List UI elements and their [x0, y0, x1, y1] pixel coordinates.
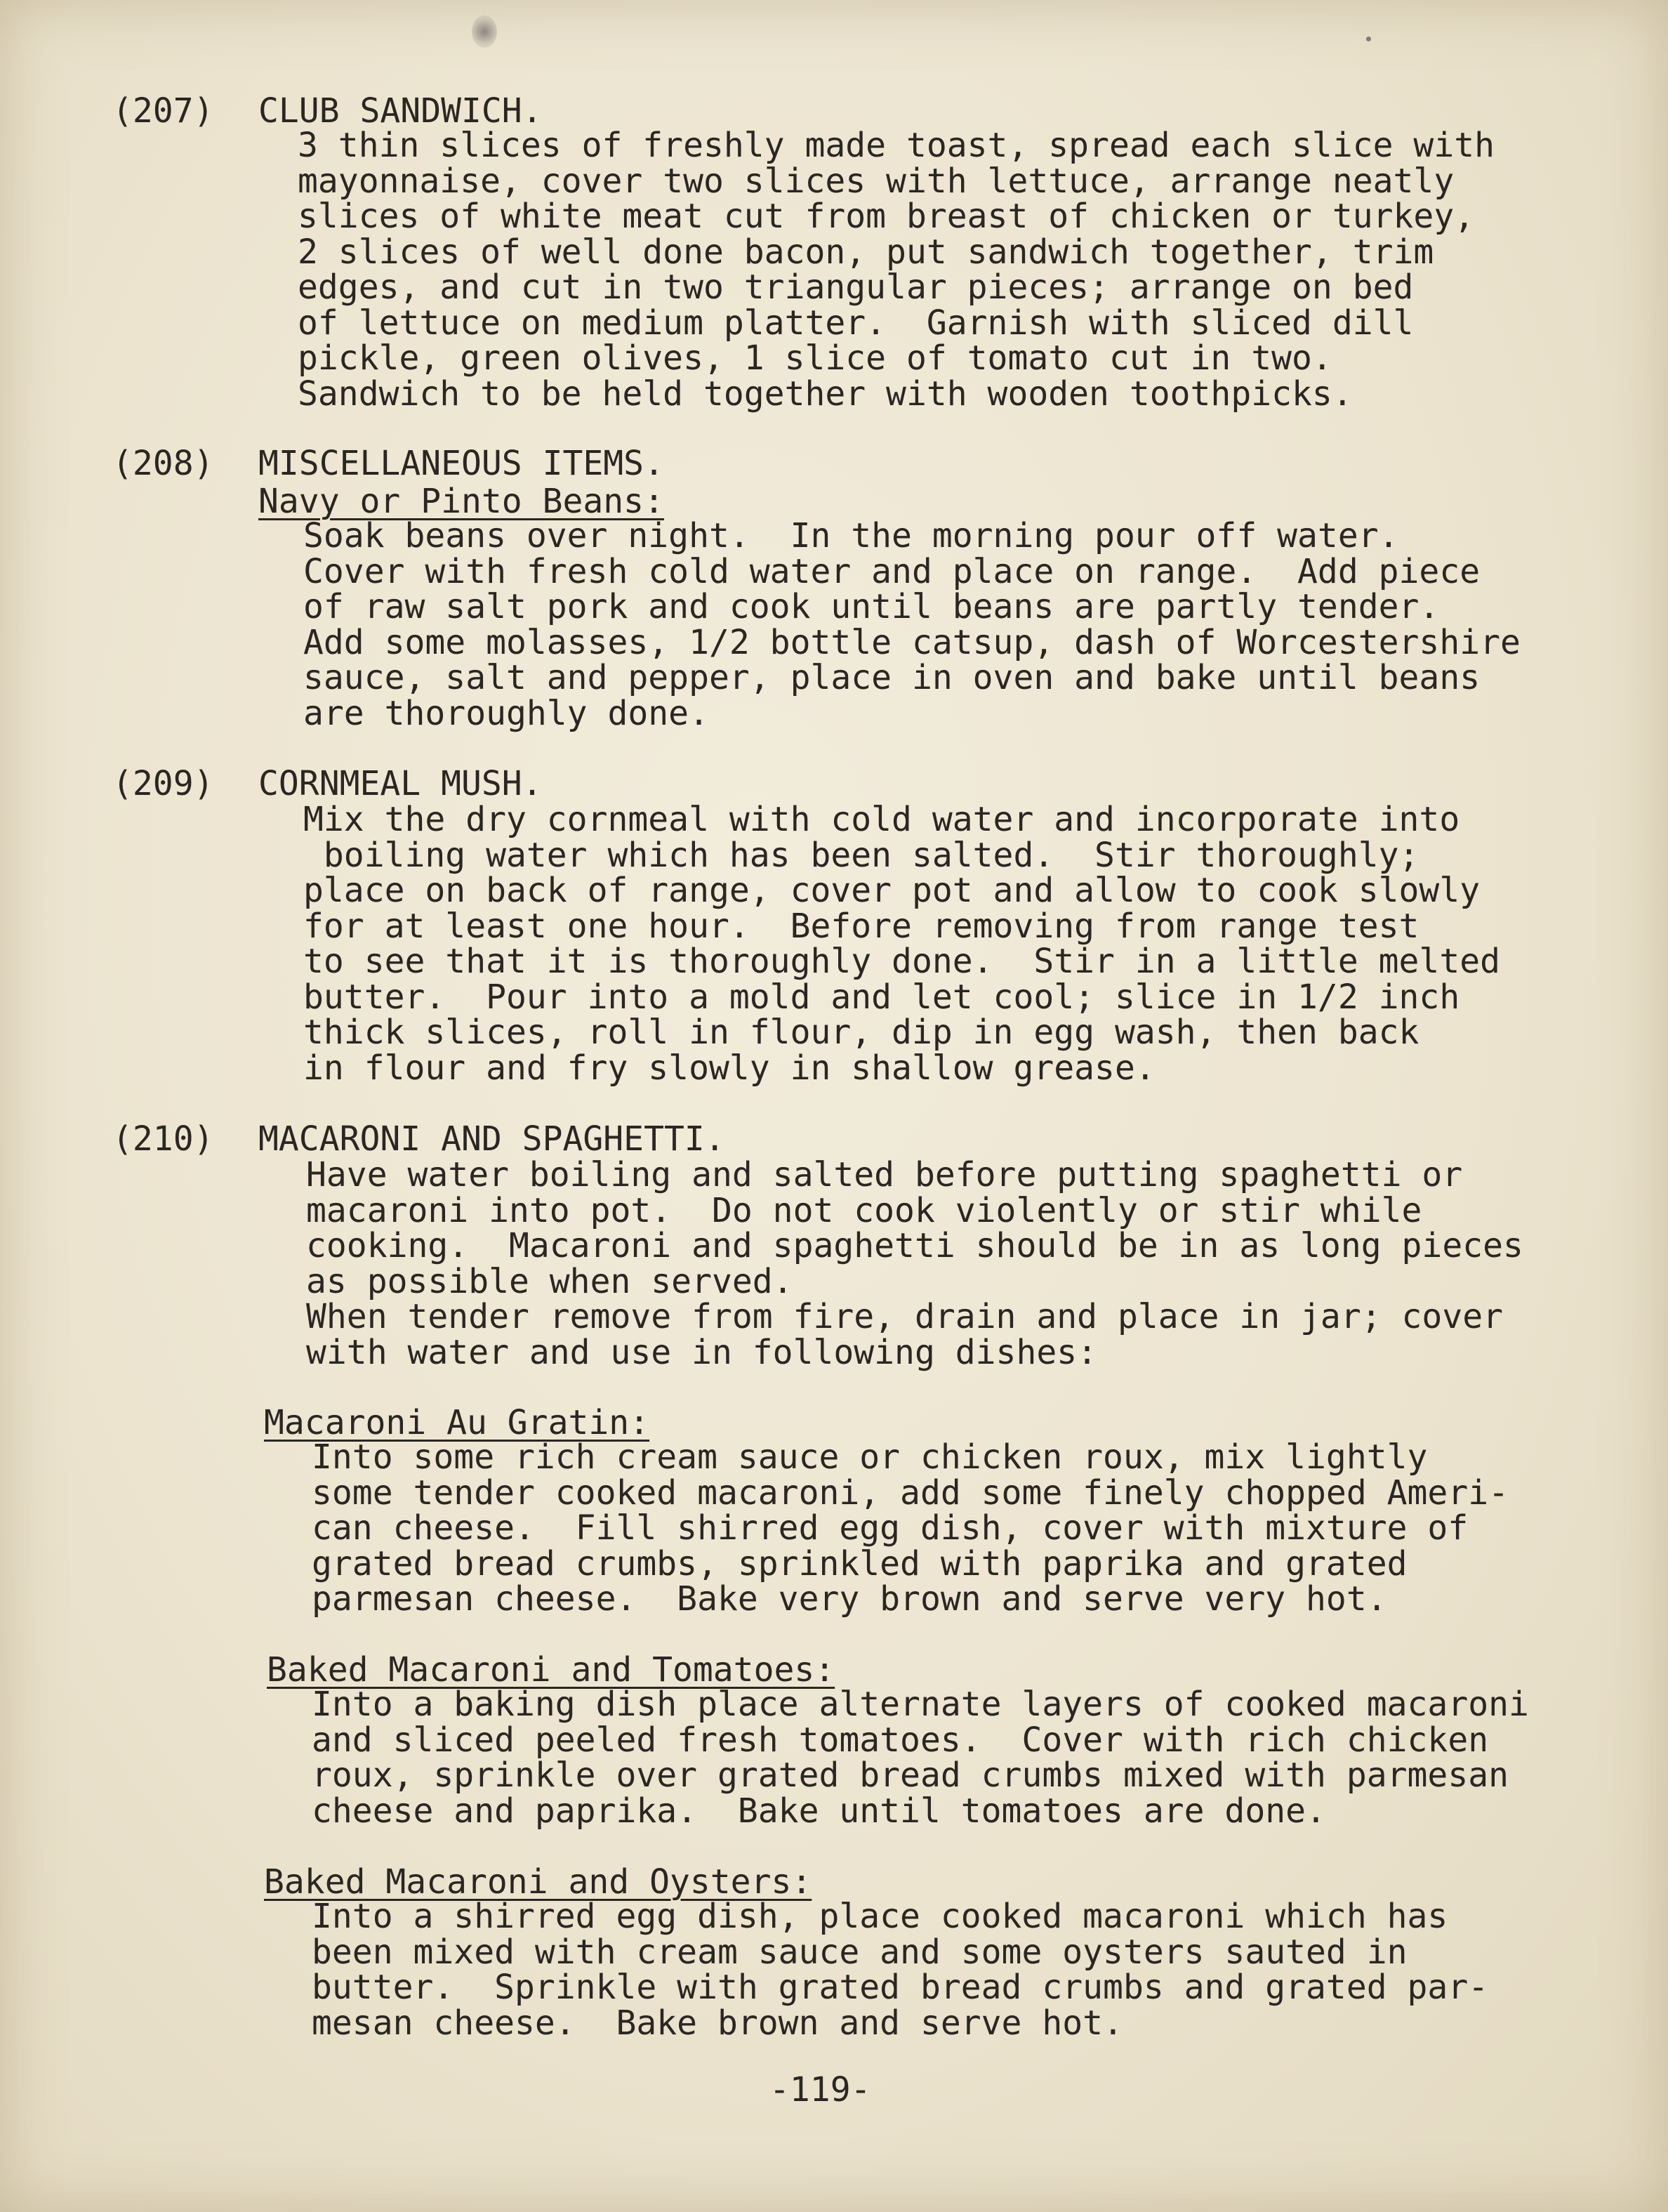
section-body: Mix the dry cornmeal with cold water and incorporate into boiling water which has been salted. Stir thoroughly; place on back of range, cover pot and allow to cook slowly for at least one hour. Before removing from range test to see that it is thoroughly done. Stir in a little melted butter. Pour into a mold and let cool; slice in 1/2 inch thick slices, roll in flour, dip in egg wash, then back in flour and fry slowly in shallow grease.: [303, 800, 1501, 1088]
subheading: Baked Macaroni and Tomatoes:: [267, 1650, 835, 1690]
section-title: MACARONI AND SPAGHETTI.: [258, 1119, 725, 1159]
page-number: -119-: [769, 2070, 871, 2109]
section-number: (210): [112, 1119, 214, 1159]
subheading: Navy or Pinto Beans:: [258, 482, 664, 521]
subsection-body: Into a shirred egg dish, place cooked macaroni which has been mixed with cream sauce and some oysters sauted in butter. Sprinkle with grated bread crumbs and grated par- mesan cheese. Bake brown and serve hot.: [312, 1897, 1489, 2043]
section-title: CLUB SANDWICH.: [258, 91, 543, 131]
subheading: Macaroni Au Gratin:: [264, 1403, 650, 1442]
section-number: (209): [112, 764, 214, 803]
section-title: MISCELLANEOUS ITEMS.: [258, 444, 664, 483]
section-body: 3 thin slices of freshly made toast, spread each slice with mayonnaise, cover two slices with lettuce, arrange neatly slices of white meat cut from breast of chicken or turkey, 2 slices of well done bacon, put sandwich together, trim edges, and cut in two triangular pieces; arrange on bed of lettuce on medium platter. Garnish with sliced dill pickle, green olives, 1 slice of tomato cut in two. Sandwich to be held together with wooden toothpicks.: [298, 126, 1495, 414]
section-number: (207): [112, 91, 214, 131]
ink-smudge: [472, 15, 497, 48]
section-body: Soak beans over night. In the morning pour off water. Cover with fresh cold water and place on range. Add piece of raw salt pork and cook until beans are partly tender. Add some molasses, 1/2 bottle catsup, dash of Worcestershire sauce, salt and pepper, place in oven and bake until beans are thoroughly done.: [303, 516, 1521, 733]
subsection-body: Into some rich cream sauce or chicken roux, mix lightly some tender cooked macaroni, add some finely chopped Ameri- can cheese. Fill shirred egg dish, cover with mixture of grated bread crumbs, sprinkled with paprika and grated parmesan cheese. Bake very brown and serve very hot.: [312, 1437, 1509, 1619]
subsection-body: Into a baking dish place alternate layers of cooked macaroni and sliced peeled fresh tomatoes. Cover with rich chicken roux, sprinkle over grated bread crumbs mixed with parmesan cheese and paprika. Bake until tomatoes are done.: [312, 1685, 1529, 1831]
section-number: (208): [112, 444, 214, 483]
section-body: Have water boiling and salted before putting spaghetti or macaroni into pot. Do not cook violently or stir while cooking. Macaroni and spaghetti should be in as long pieces as possible when served. When tender remove from fire, drain and place in jar; cover with water and use in following dishes:: [306, 1155, 1523, 1372]
section-title: CORNMEAL MUSH.: [258, 764, 543, 803]
paper-speck: [1366, 37, 1371, 41]
subheading: Baked Macaroni and Oysters:: [264, 1862, 812, 1902]
